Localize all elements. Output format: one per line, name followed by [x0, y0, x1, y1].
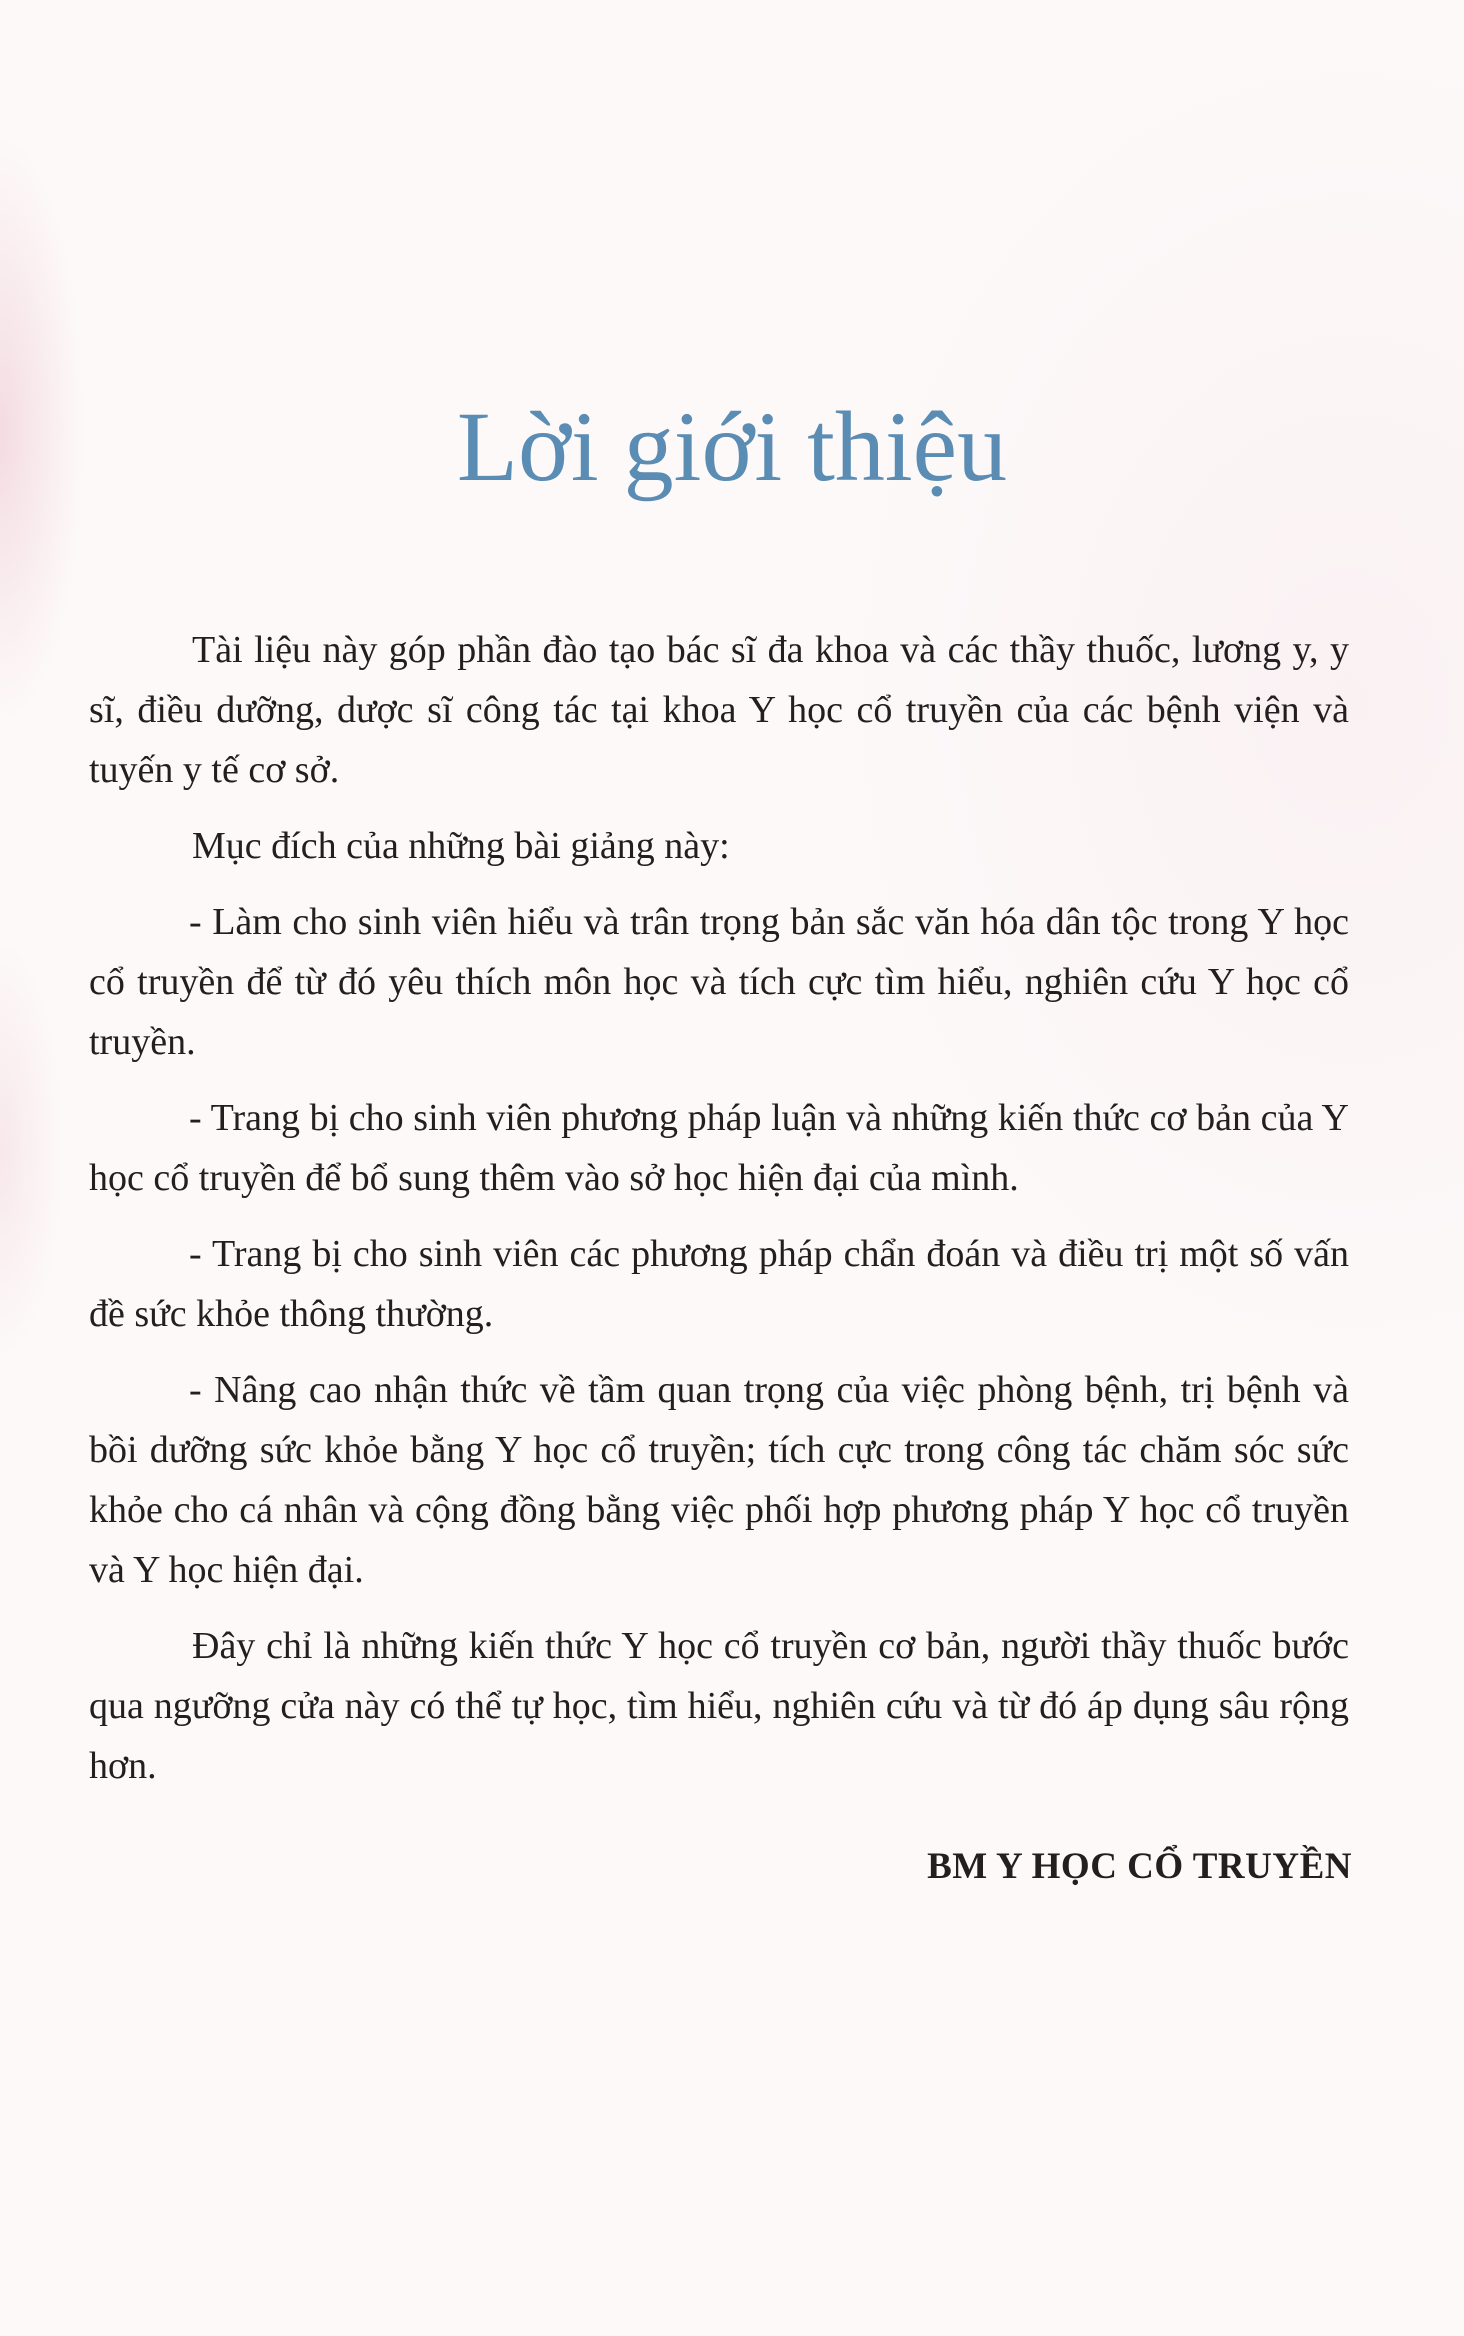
paragraph-intro: Tài liệu này góp phần đào tạo bác sĩ đa khoa và các thầy thuốc, lương y, y sĩ, điều dưỡng, dược sĩ công tác tại khoa Y học cổ truyền của các bệnh viện và tuyến y tế cơ sở.: [89, 629, 1349, 791]
list-item-purpose-4: - Nâng cao nhận thức về tầm quan trọng của việc phòng bệnh, trị bệnh và bồi dưỡng sức khỏe bằng Y học cổ truyền; tích cực trong công tác chăm sóc sức khỏe cho cá nhân và cộng đồng bằng việc phối hợp phương pháp Y học cổ truyền và Y học hiện đại.: [89, 1369, 1349, 1591]
list-item-purpose-3: - Trang bị cho sinh viên các phương pháp chẩn đoán và điều trị một số vấn đề sức khỏe thông thường.: [89, 1233, 1349, 1335]
paragraph-purpose-heading: Mục đích của những bài giảng này:: [192, 825, 730, 867]
list-item-purpose-1: - Làm cho sinh viên hiểu và trân trọng bản sắc văn hóa dân tộc trong Y học cổ truyền để từ đó yêu thích môn học và tích cực tìm hiểu, nghiên cứu Y học cổ truyền.: [89, 901, 1349, 1063]
list-item-purpose-2: - Trang bị cho sinh viên phương pháp luận và những kiến thức cơ bản của Y học cổ truyền để bổ sung thêm vào sở học hiện đại của mình.: [89, 1097, 1349, 1199]
signature: BM Y HỌC CỔ TRUYỀN: [927, 1846, 1352, 1887]
body-text: [89, 620, 1349, 1812]
page-title: Lời giới thiệu: [456, 391, 1008, 502]
paragraph-closing: Đây chỉ là những kiến thức Y học cổ truyền cơ bản, người thầy thuốc bước qua ngưỡng cửa này có thể tự học, tìm hiểu, nghiên cứu và từ đó áp dụng sâu rộng hơn.: [89, 1625, 1349, 1787]
